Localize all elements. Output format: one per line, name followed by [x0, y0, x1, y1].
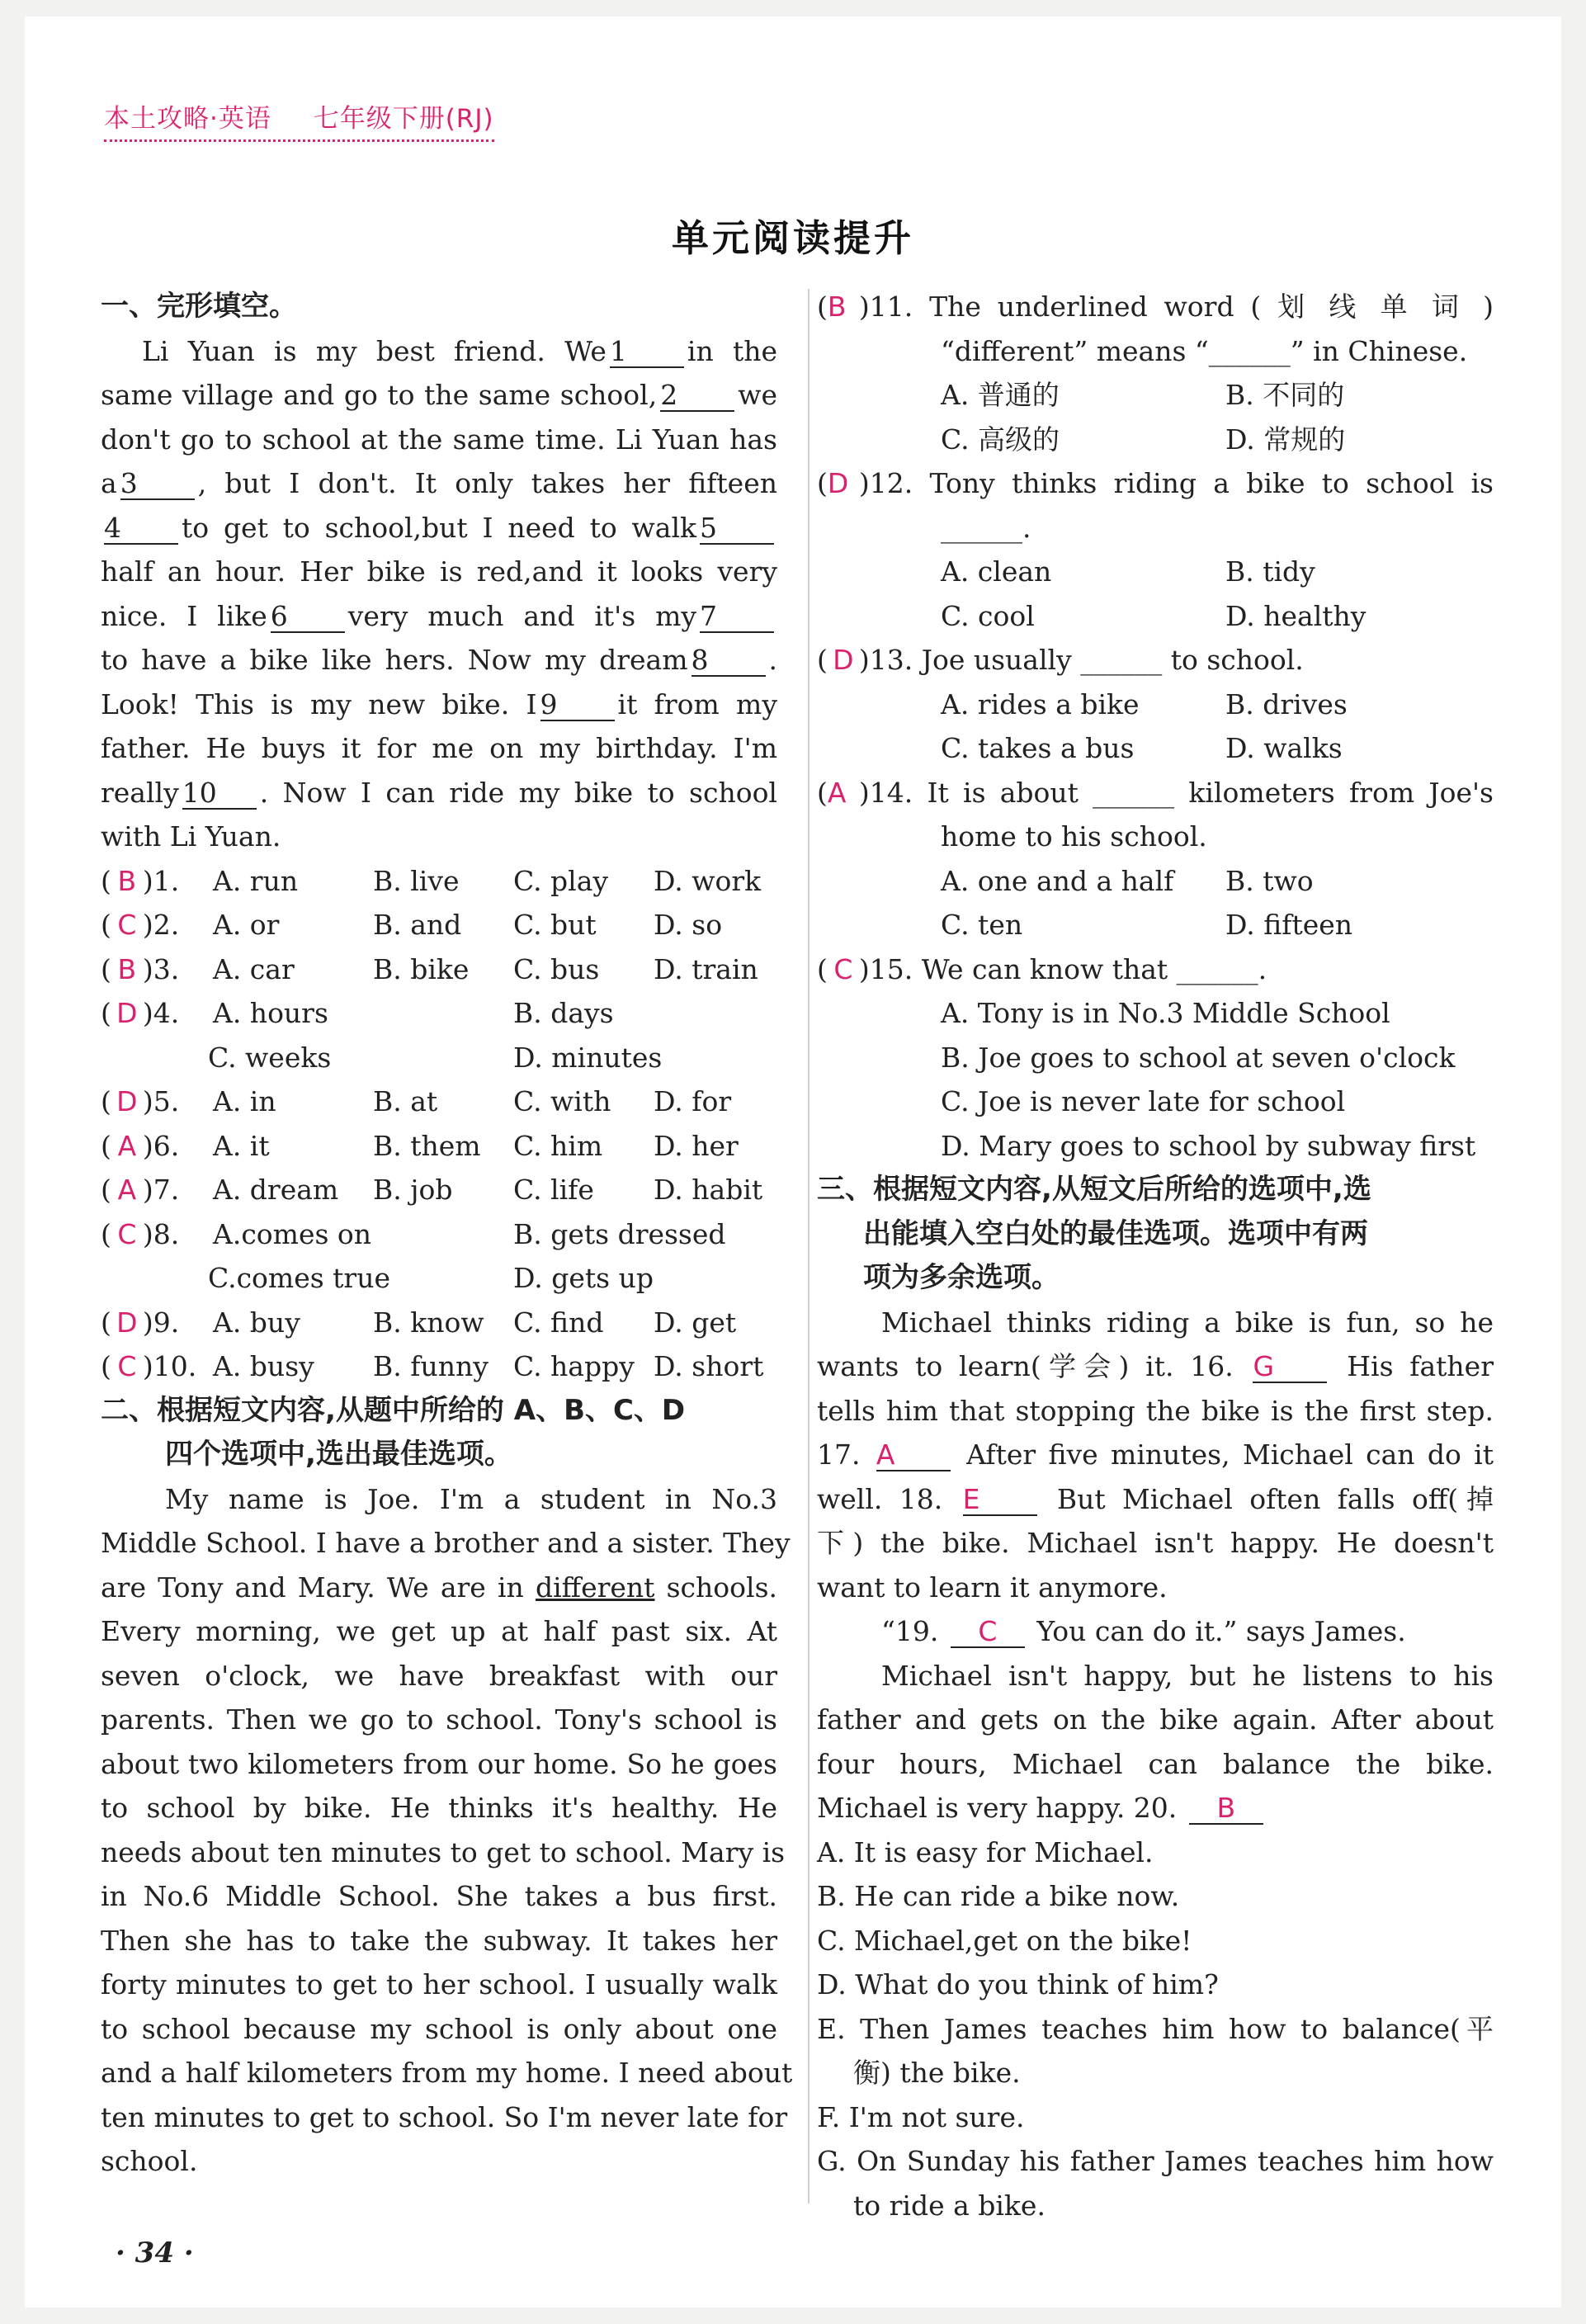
- cloze-question: [101, 1079, 777, 1124]
- option: C. but: [513, 909, 597, 941]
- passage-text: seven o'clock, we have breakfast with our: [101, 1659, 777, 1692]
- cloze-question: [101, 1124, 777, 1169]
- passage-line: [817, 1344, 1494, 1389]
- option: C. happy: [513, 1350, 635, 1382]
- cloze-blank: 9: [540, 690, 615, 721]
- answer-mark: D: [833, 644, 854, 676]
- option-row: [817, 373, 1494, 418]
- option: B. days: [513, 997, 614, 1029]
- reading-passage: [101, 1477, 793, 2184]
- option: D. short: [654, 1350, 764, 1382]
- passage-line: [101, 726, 777, 771]
- option-row: [817, 418, 1494, 462]
- book-name: 本土攻略·英语: [104, 104, 271, 134]
- passage-line: [101, 329, 777, 374]
- option: A. car: [213, 952, 295, 985]
- grade-label: 七年级下册(RJ): [313, 104, 494, 134]
- left-column: [101, 285, 793, 2184]
- option: A. rides a bike: [941, 687, 1140, 720]
- passage-text: My name is Joe. I'm a student in No.3: [165, 1482, 777, 1515]
- option: C. play: [513, 864, 609, 897]
- passage-text: After five minutes, Michael can do it: [953, 1438, 1494, 1471]
- passage-line: [101, 506, 777, 550]
- passage-text: half an hour. Her bike is red,and it looks very: [101, 555, 777, 588]
- option: C. life: [513, 1174, 594, 1206]
- passage-line: [101, 1521, 791, 1566]
- passage-text: tells him that stopping the bike is the first step.: [817, 1394, 1494, 1427]
- passage-line: [101, 2051, 793, 2095]
- question-stem: The underlined word ( 划 线 单 词 ): [929, 290, 1494, 323]
- passage-text: same village and go to the same school,: [101, 379, 658, 411]
- option: B. drives: [1225, 687, 1348, 720]
- answer-mark: B: [827, 290, 847, 323]
- option: B. funny: [373, 1350, 489, 1382]
- answer-mark: A: [117, 1129, 137, 1162]
- section2-heading-cont: 四个选项中,选出最佳选项。: [165, 1438, 512, 1471]
- cloze-question: [101, 859, 777, 904]
- passage-line: [817, 1433, 1494, 1477]
- option-cont: to ride a bike.: [853, 2189, 1046, 2222]
- section2-heading: 二、根据短文内容,从题中所给的 A、B、C、D: [101, 1393, 686, 1427]
- passage-line: [101, 1786, 777, 1830]
- option: C. cool: [941, 599, 1035, 632]
- passage-text: father and gets on the bike again. After about: [817, 1703, 1494, 1736]
- cloze-blank: 5: [700, 513, 774, 545]
- passage-text: father. He buys it for me on my birthday. I'm: [101, 732, 777, 764]
- passage-line: [817, 1477, 1494, 1522]
- option: A. in: [213, 1085, 276, 1117]
- section3-options: [817, 1830, 1494, 2228]
- option: B. gets dressed: [513, 1217, 726, 1250]
- passage-line: [817, 1654, 1494, 1698]
- passage-text: really: [101, 776, 179, 809]
- option: D. get: [654, 1306, 737, 1339]
- option: B. tidy: [1225, 555, 1315, 588]
- passage-line: [101, 2095, 788, 2140]
- question-stem: We can know that ______.: [921, 952, 1267, 985]
- passage-line: [101, 771, 777, 815]
- option: D. Mary goes to school by subway first: [941, 1129, 1476, 1162]
- option: B. He can ride a bike now.: [817, 1880, 1180, 1912]
- passage-line: [817, 1742, 1494, 1787]
- option: C. 高级的: [941, 423, 1060, 456]
- passage-text: with Li Yuan.: [101, 820, 281, 853]
- section3-passage: [817, 1301, 1494, 1830]
- option: F. I'm not sure.: [817, 2100, 1025, 2133]
- page-title: 单元阅读提升: [671, 216, 914, 260]
- option: D. 常规的: [1225, 423, 1346, 456]
- option: A. busy: [213, 1350, 314, 1382]
- question-number: ( D )5.: [101, 1085, 179, 1117]
- answer-blank: B: [1189, 1793, 1263, 1825]
- option: C. Michael,get on the bike!: [817, 1924, 1192, 1957]
- option: B. job: [373, 1174, 453, 1206]
- question-stem-cont: home to his school.: [941, 820, 1207, 853]
- passage-text: well. 18.: [817, 1482, 960, 1515]
- cloze-passage: [101, 329, 777, 859]
- passage-line: [101, 1654, 777, 1698]
- cloze-question: [101, 1344, 777, 1389]
- passage-line: [101, 815, 777, 859]
- question-number: ( A )7.: [101, 1174, 179, 1206]
- option: G. On Sunday his father James teaches him how: [817, 2145, 1494, 2177]
- passage-line: [101, 1919, 777, 1963]
- option: D. gets up: [513, 1262, 654, 1294]
- passage-text: needs about ten minutes to get to school. Mary is: [101, 1835, 786, 1868]
- cloze-question: [101, 991, 777, 1036]
- option: D. her: [654, 1129, 739, 1162]
- passage-text: You can do it.” says James.: [1027, 1615, 1406, 1647]
- answer-blank: C: [951, 1617, 1025, 1648]
- passage-text: 下) the bike. Michael isn't happy. He doesn't: [817, 1527, 1494, 1559]
- passage-text: “19.: [881, 1615, 947, 1647]
- option-row: [817, 683, 1494, 727]
- passage-text: we: [738, 379, 777, 411]
- cloze-question: [101, 1168, 777, 1212]
- passage-text: Look! This is my new bike. I: [101, 687, 537, 720]
- question-number: ( B )1.: [101, 865, 179, 897]
- passage-line: [101, 373, 777, 418]
- reading-questions: [817, 285, 1494, 1168]
- passage-line: [101, 1477, 777, 1522]
- reading-question: ( C )15. We can know that ______.: [817, 947, 1494, 992]
- option: A. buy: [213, 1306, 300, 1339]
- option: D. train: [654, 952, 758, 985]
- question-number: ( D )9.: [101, 1306, 179, 1339]
- answer-mark: A: [827, 776, 847, 809]
- passage-line: [817, 1389, 1494, 1434]
- passage-text: to get to school,but I need to walk: [182, 511, 696, 544]
- option: E. Then James teaches him how to balance(平: [817, 2012, 1494, 2045]
- answer-mark: C: [833, 952, 853, 985]
- underlined-word: different: [535, 1571, 655, 1604]
- passage-text: and a half kilometers from my home. I need about: [101, 2057, 793, 2089]
- option: C. him: [513, 1129, 603, 1162]
- option: A. Tony is in No.3 Middle School: [941, 997, 1390, 1029]
- option: B. and: [373, 909, 462, 941]
- passage-line: [101, 1963, 777, 2007]
- answer-mark: C: [117, 1217, 137, 1250]
- passage-text: Middle School. I have a brother and a sister. They: [101, 1527, 791, 1559]
- cloze-blank: 1: [610, 337, 684, 368]
- answer-mark: D: [116, 1306, 138, 1339]
- passage-line: [101, 550, 777, 594]
- question-number: ( A )6.: [101, 1130, 179, 1162]
- passage-text: about two kilometers from our home. So he goes: [101, 1747, 777, 1780]
- cloze-blank: 8: [692, 645, 766, 677]
- passage-line: [101, 1742, 777, 1787]
- answer-mark: D: [116, 997, 138, 1029]
- passage-line: [101, 418, 777, 462]
- option: D. healthy: [1225, 599, 1367, 632]
- option: C. Joe is never late for school: [941, 1085, 1346, 1117]
- passage-text: But Michael often falls off(掉: [1040, 1482, 1494, 1515]
- option: D. work: [654, 864, 762, 897]
- passage-line: [817, 1609, 1494, 1654]
- question-stem: Joe usually ______ to school.: [921, 644, 1304, 676]
- cloze-question-cont: [101, 1256, 777, 1301]
- option: C.comes true: [208, 1262, 390, 1294]
- passage-line: [101, 461, 777, 506]
- passage-text: nice. I like: [101, 599, 267, 632]
- reading-question: ( D )13. Joe usually ______ to school.: [817, 638, 1494, 683]
- cloze-blank: 10: [182, 778, 257, 810]
- question-number: ( D )4.: [101, 997, 179, 1029]
- option: D. so: [654, 909, 723, 941]
- passage-text: Then she has to take the subway. It takes her: [101, 1924, 777, 1957]
- option-row: [817, 594, 1494, 639]
- passage-line: [101, 1566, 777, 1610]
- option: C. find: [513, 1306, 604, 1339]
- option: C. ten: [941, 909, 1023, 941]
- cloze-question: [101, 947, 777, 992]
- passage-text: in No.6 Middle School. She takes a bus first.: [101, 1880, 777, 1912]
- passage-line: [817, 1521, 1494, 1566]
- column-divider: [808, 289, 810, 2204]
- section3-heading: 三、根据短文内容,从短文后所给的选项中,选: [817, 1173, 1371, 1206]
- passage-line: [101, 2139, 777, 2184]
- option: A. it: [213, 1129, 270, 1162]
- option: D. fifteen: [1225, 909, 1353, 941]
- option: D. What do you think of him?: [817, 1968, 1219, 2000]
- passage-line: [101, 1874, 777, 1919]
- option: D. walks: [1225, 732, 1343, 764]
- option: B. Joe goes to school at seven o'clock: [941, 1041, 1456, 1074]
- answer-mark: D: [827, 467, 849, 499]
- option: C. with: [513, 1085, 611, 1117]
- answer-mark: C: [117, 909, 137, 941]
- option-row: [817, 859, 1494, 904]
- reading-question: (D )12. Tony thinks riding a bike to school is: [817, 461, 1494, 506]
- answer-blank: A: [876, 1440, 951, 1471]
- option: D. habit: [654, 1174, 763, 1206]
- option: B. two: [1225, 864, 1314, 897]
- cloze-question: [101, 1212, 777, 1257]
- option: A.comes on: [213, 1217, 372, 1250]
- book-header: [104, 97, 494, 142]
- answer-blank: G: [1253, 1352, 1327, 1383]
- answer-mark: D: [116, 1085, 138, 1117]
- passage-line: [101, 1830, 786, 1875]
- option: C. takes a bus: [941, 732, 1135, 764]
- passage-line: [101, 638, 777, 683]
- reading-question: (B )11. The underlined word ( 划 线 单 词 ): [817, 285, 1494, 329]
- cloze-questions: [101, 859, 777, 1389]
- cloze-blank: 2: [660, 380, 734, 412]
- reading-question: (A )14. It is about ______ kilometers from Joe's: [817, 771, 1494, 815]
- passage-text: don't go to school at the same time. Li Yuan has: [101, 423, 777, 456]
- passage-text: a: [101, 467, 117, 499]
- option: D. minutes: [513, 1041, 663, 1074]
- passage-line: [101, 1609, 777, 1654]
- passage-text: 17.: [817, 1438, 873, 1471]
- question-number: ( C )8.: [101, 1218, 179, 1250]
- passage-line: [101, 683, 777, 727]
- option: B. 不同的: [1225, 379, 1345, 411]
- cloze-question: [101, 903, 777, 947]
- section3-heading-cont: 出能填入空白处的最佳选项。选项中有两: [863, 1216, 1368, 1250]
- answer-mark: B: [117, 952, 137, 985]
- passage-line: [817, 1698, 1494, 1742]
- option: A. hours: [213, 997, 328, 1029]
- option: B. know: [373, 1306, 484, 1339]
- passage-text: schools.: [654, 1571, 777, 1604]
- question-number: ( B )3.: [101, 953, 179, 985]
- passage-text: Li Yuan is my best friend. We: [142, 334, 607, 367]
- passage-line: [817, 1301, 1494, 1345]
- option: D. for: [654, 1085, 732, 1117]
- option: A. 普通的: [941, 379, 1060, 411]
- answer-mark: A: [117, 1174, 137, 1206]
- section1-heading: 一、完形填空。: [101, 290, 297, 323]
- option: A. or: [213, 909, 280, 941]
- question-stem-cont: ______.: [941, 511, 1031, 544]
- cloze-question: [101, 1301, 777, 1345]
- option: B. bike: [373, 952, 470, 985]
- option-row: [817, 550, 1494, 594]
- passage-text: , but I don't. It only takes her fifteen: [197, 467, 777, 499]
- passage-line: [101, 594, 777, 639]
- option: A. run: [213, 864, 299, 897]
- passage-text: very much and it's my: [347, 599, 696, 632]
- option: A. dream: [213, 1174, 339, 1206]
- option: B. them: [373, 1129, 481, 1162]
- passage-text: it from my: [617, 687, 777, 720]
- answer-mark: C: [117, 1350, 137, 1382]
- cloze-blank: 7: [700, 602, 774, 633]
- cloze-question-cont: [101, 1036, 777, 1080]
- section3-heading-cont2: 项为多余选项。: [863, 1261, 1060, 1294]
- option: A. It is easy for Michael.: [817, 1835, 1154, 1868]
- passage-text: . Now I can ride my bike to school: [259, 776, 777, 809]
- question-stem-cont: “different” means “______” in Chinese.: [941, 334, 1468, 367]
- answer-blank: E: [963, 1485, 1037, 1516]
- passage-text: Michael isn't happy, but he listens to his: [881, 1659, 1494, 1692]
- passage-text: Michael thinks riding a bike is fun, so he: [881, 1306, 1494, 1339]
- answer-mark: B: [117, 864, 137, 897]
- option-row: [817, 726, 1494, 771]
- passage-line: [817, 1566, 1494, 1610]
- passage-text: ten minutes to get to school. So I'm never late for: [101, 2100, 788, 2133]
- passage-text: wants to learn(学会) it. 16.: [817, 1350, 1250, 1382]
- passage-text: to school because my school is only about one: [101, 2012, 777, 2045]
- passage-line: [101, 1698, 777, 1742]
- passage-text: parents. Then we go to school. Tony's school is: [101, 1703, 777, 1736]
- option: C. bus: [513, 952, 600, 985]
- passage-text: .: [768, 644, 777, 676]
- option-cont: 衡) the bike.: [853, 2057, 1021, 2089]
- passage-text: in the: [687, 334, 778, 367]
- passage-text: four hours, Michael can balance the bike.: [817, 1747, 1494, 1780]
- passage-text: to school by bike. He thinks it's healthy. He: [101, 1792, 777, 1824]
- passage-line: [817, 1786, 1494, 1830]
- passage-text: Every morning, we get up at half past six. At: [101, 1615, 777, 1647]
- cloze-blank: 6: [271, 602, 345, 633]
- option: A. one and a half: [941, 864, 1174, 897]
- passage-line: [101, 2007, 777, 2052]
- option: C. weeks: [208, 1041, 332, 1074]
- option-row: [817, 903, 1494, 947]
- cloze-blank: 3: [120, 469, 195, 500]
- page: [25, 17, 1561, 2307]
- passage-text: Michael is very happy. 20.: [817, 1792, 1186, 1824]
- option: B. at: [373, 1085, 438, 1117]
- passage-text: are Tony and Mary. We are in: [101, 1571, 536, 1604]
- cloze-blank: 4: [104, 513, 178, 545]
- question-stem: Tony thinks riding a bike to school is: [929, 467, 1494, 499]
- page-number: · 34 ·: [116, 2237, 194, 2270]
- passage-text: forty minutes to get to her school. I usually walk: [101, 1968, 777, 2000]
- option: B. live: [373, 864, 460, 897]
- passage-text: school.: [101, 2145, 198, 2177]
- passage-text: His father: [1330, 1350, 1494, 1382]
- passage-text: to have a bike like hers. Now my dream: [101, 644, 688, 676]
- question-number: ( C )10.: [101, 1350, 196, 1382]
- passage-text: want to learn it anymore.: [817, 1571, 1168, 1604]
- question-stem: It is about ______ kilometers from Joe's: [927, 776, 1494, 809]
- question-number: ( C )2.: [101, 909, 179, 941]
- right-column: [817, 285, 1494, 2227]
- option: A. clean: [941, 555, 1052, 588]
